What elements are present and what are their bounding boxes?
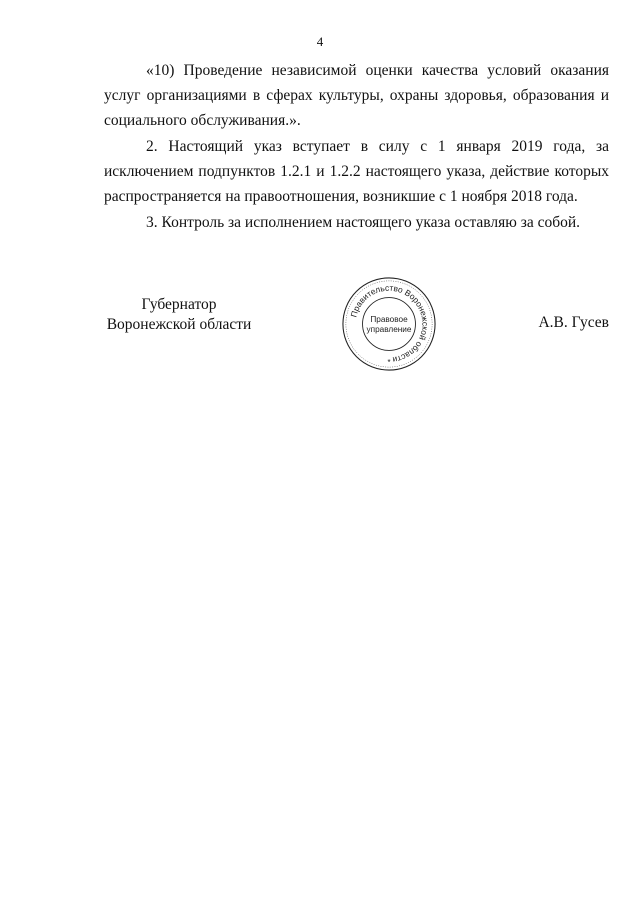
paragraph-effective-date: 2. Настоящий указ вступает в силу с 1 января 2019 года, за исключением подпунктов 1.2.1 и 1.2.2 настоящего указа, действие которых распространяется на правоотношения, возникшие с 1 ноября 2018 года. — [104, 138, 609, 205]
paragraph-item-10: «10) Проведение независимой оценки качества условий оказания услуг организациями в сферах культуры, охраны здоровья, образования и социального обслуживания.». — [104, 62, 609, 129]
signatory-title — [104, 295, 254, 335]
stamp-center-line2: управление — [366, 324, 412, 334]
official-stamp — [340, 275, 438, 373]
signatory-position: Губернатор — [141, 296, 217, 313]
signatory-name: А.В. Гусев — [538, 314, 609, 331]
stamp-center-line1: Правовое — [370, 315, 408, 325]
document-body — [104, 58, 609, 236]
signature-block — [104, 282, 609, 375]
stamp-star-icon: * — [387, 358, 391, 368]
paragraph-control: 3. Контроль за исполнением настоящего указа оставляю за собой. — [146, 214, 581, 231]
signatory-region: Воронежской области — [106, 316, 252, 333]
page-number: 4 — [316, 34, 324, 49]
stamp-ring-text: Правительство Воронежской области — [348, 282, 431, 366]
